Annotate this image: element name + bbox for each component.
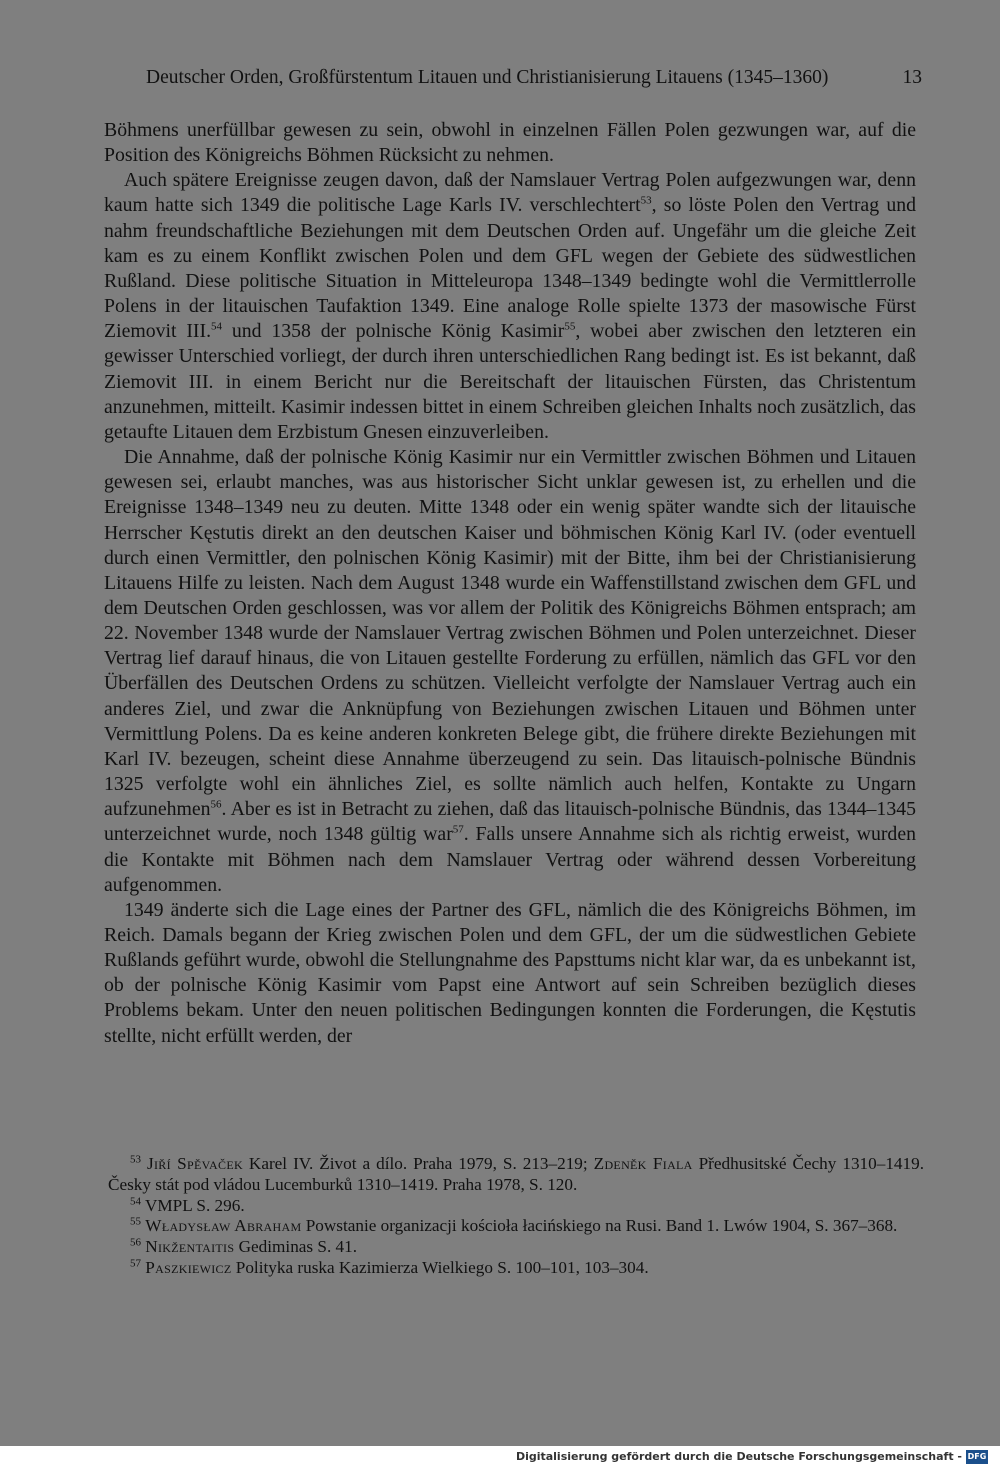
- footnote-55: [108, 1216, 924, 1237]
- footnote-text: Powstanie organizacji kościoła łacińskiego na Rusi. Band 1. Lwów 1904, S. 367–368.: [301, 1216, 898, 1236]
- dfg-logo-icon[interactable]: DFG: [966, 1450, 988, 1464]
- paragraph-2: [104, 168, 916, 445]
- footnote-author: Paszkiewicz: [145, 1257, 232, 1277]
- footnote-number: 54: [130, 1194, 141, 1207]
- paragraph-2-text-d: , wobei aber zwischen den letzteren ein gewisser Unterschied vorliegt, der durch ihren unterschiedlichen Rang bedingt ist. Es ist bekannt, daß Ziemovit III. in einem Bericht nur die Bereitschaft der litauischen Fürsten, das Christentum anzunehmen, mitteilt. Kasimir indessen bittet in einem Schreiben gleichen Inhalts noch zusätzlich, das getaufte Litauen dem Erzbistum Gnesen einzuverleiben.: [104, 320, 916, 443]
- footnote-ref-57: 57: [452, 823, 464, 836]
- running-title: Deutscher Orden, Großfürstentum Litauen und Christianisierung Litauens (1345–1360): [146, 67, 829, 88]
- paragraph-1: Böhmens unerfüllbar gewesen zu sein, obwohl in einzelnen Fällen Polen gezwungen war, auf die Position des Königreichs Böhmen Rücksicht zu nehmen.: [104, 119, 916, 167]
- footnote-53: [108, 1154, 924, 1196]
- paragraph-4: 1349 änderte sich die Lage eines der Partner des GFL, nämlich die des Königreichs Böhmen, im Reich. Damals begann der Krieg zwischen Polen und dem GFL, der um die südwestlichen Gebiete Rußlands geführt wurde, obwohl die Stellungnahme des Papsttums nicht klar war, da es unbekannt ist, ob der polnische König Kasimir vom Papst eine Antwort auf sein Schreiben bezüglich dieses Problems bekam. Unter den neuen politischen Bedingungen konnten die Forderungen, die Kęstutis stellte, nicht erfüllt werden, der: [104, 898, 916, 1047]
- footnote-text: Karel IV. Život a dílo. Praha 1979, S. 213–219;: [242, 1154, 594, 1173]
- dfg-credit-text: Digitalisierung gefördert durch die Deutsche Forschungsgemeinschaft -: [515, 1450, 962, 1463]
- footnote-57: [108, 1258, 924, 1279]
- footnote-number: 57: [130, 1257, 141, 1270]
- digitization-footer: [0, 1446, 1000, 1469]
- footnote-author: Władysław Abraham: [145, 1216, 302, 1236]
- footnote-author: Jiří Spěvaček: [147, 1154, 243, 1173]
- footnotes: [108, 1154, 924, 1279]
- footnote-text: Předhusitské Čechy 1310–1419. Česky stát pod vládou Lucemburků 1310–1419. Praha 1978, S. 120.: [108, 1154, 924, 1194]
- footnote-54: [108, 1196, 924, 1217]
- footnote-ref-53: 53: [640, 194, 652, 207]
- paragraph-3-text-a: Die Annahme, daß der polnische König Kasimir nur ein Vermittler zwischen Böhmen und Litauen gewesen sei, erlaubt manches, was aus historischer Sicht unklar gewesen ist, zu erhellen und die Ereignisse 1348–1349 neu zu deuten. Mitte 1348 oder ein wenig später wandte sich der litauische Herrscher Kęstutis direkt an den deutschen Kaiser und böhmischen König Karl IV. (oder eventuell durch einen Vermittler, den polnischen König Kasimir) mit der Bitte, ihm bei der Christianisierung Litauens Hilfe zu leisten. Nach dem August 1348 wurde ein Waffenstillstand zwischen dem GFL und dem Deutschen Orden geschlossen, was vor allem der Politik des Königreichs Böhmen entsprach; am 22. November 1348 wurde der Namslauer Vertrag zwischen Böhmen und Polen unterzeichnet. Dieser Vertrag lief darauf hinaus, die von Litauen gestellte Forderung zu erfüllen, nämlich das GFL vor den Überfällen des Deutschen Ordens zu schützen. Vielleicht verfolgte der Namslauer Vertrag auch ein anderes Ziel, und zwar die Anknüpfung von Beziehungen zwischen Litauen und Böhmen unter Vermittlung Polens. Da es keine anderen konkreten Belege gibt, die frühere direkte Beziehungen mit Karl IV. bezeugen, scheint diese Annahme überzeugend zu sein. Das litauisch-polnische Bündnis 1325 verfolgte wohl ein ähnliches Ziel, es sollte nämlich auch helfen, Kontakte zu Ungarn aufzunehmen: [104, 446, 916, 821]
- paragraph-2-text-a: Auch spätere Ereignisse zeugen davon, daß der Namslauer Vertrag Polen aufgezwungen war, denn kaum hatte sich 1349 die politische Lage Karls IV. verschlechtert: [104, 169, 916, 217]
- footnote-number: 56: [130, 1236, 141, 1249]
- footnote-ref-54: 54: [211, 320, 223, 333]
- paragraph-2-text-b: , so löste Polen den Vertrag und nahm freundschaftliche Beziehungen mit dem Deutschen Orden auf. Ungefähr um die gleiche Zeit kam es zu einem Konflikt zwischen Polen und dem GFL wegen der Gebiete des südwestlichen Rußland. Diese politische Situation in Mitteleuropa 1348–1349 bedingte wohl die Vermittlerrolle Polens in der litauischen Taufaktion 1349. Eine analoge Rolle spielte 1373 der masowische Fürst Ziemovit III.: [104, 194, 916, 343]
- body-text: [104, 118, 916, 1049]
- footnote-56: [108, 1237, 924, 1258]
- footnote-text: Gediminas S. 41.: [234, 1237, 358, 1257]
- paragraph-3-text-c: . Falls unsere Annahme sich als richtig erweist, wurden die Kontakte mit Böhmen nach dem Namslauer Vertrag oder während dessen Vorbereitung aufgenommen.: [104, 823, 916, 896]
- footnote-text: VMPL S. 296.: [141, 1195, 245, 1215]
- footnote-author: Nikžentaitis: [145, 1237, 235, 1257]
- footnote-number: 55: [130, 1215, 141, 1228]
- footnote-author: Zdeněk Fiala: [593, 1154, 693, 1173]
- footnote-number: 53: [130, 1153, 141, 1166]
- footnote-ref-55: 55: [564, 320, 576, 333]
- footnote-ref-56: 56: [210, 798, 222, 811]
- footnote-text: Polityka ruska Kazimierza Wielkiego S. 100–101, 103–304.: [231, 1257, 649, 1277]
- paragraph-2-text-c: und 1358 der polnische König Kasimir: [222, 320, 565, 343]
- paragraph-3: [104, 445, 916, 898]
- page-number: 13: [902, 67, 922, 88]
- paragraph-3-text-b: . Aber es ist in Betracht zu ziehen, daß das litauisch-polnische Bündnis, das 1344–1345 unterzeichnet wurde, noch 1348 gültig war: [104, 798, 916, 846]
